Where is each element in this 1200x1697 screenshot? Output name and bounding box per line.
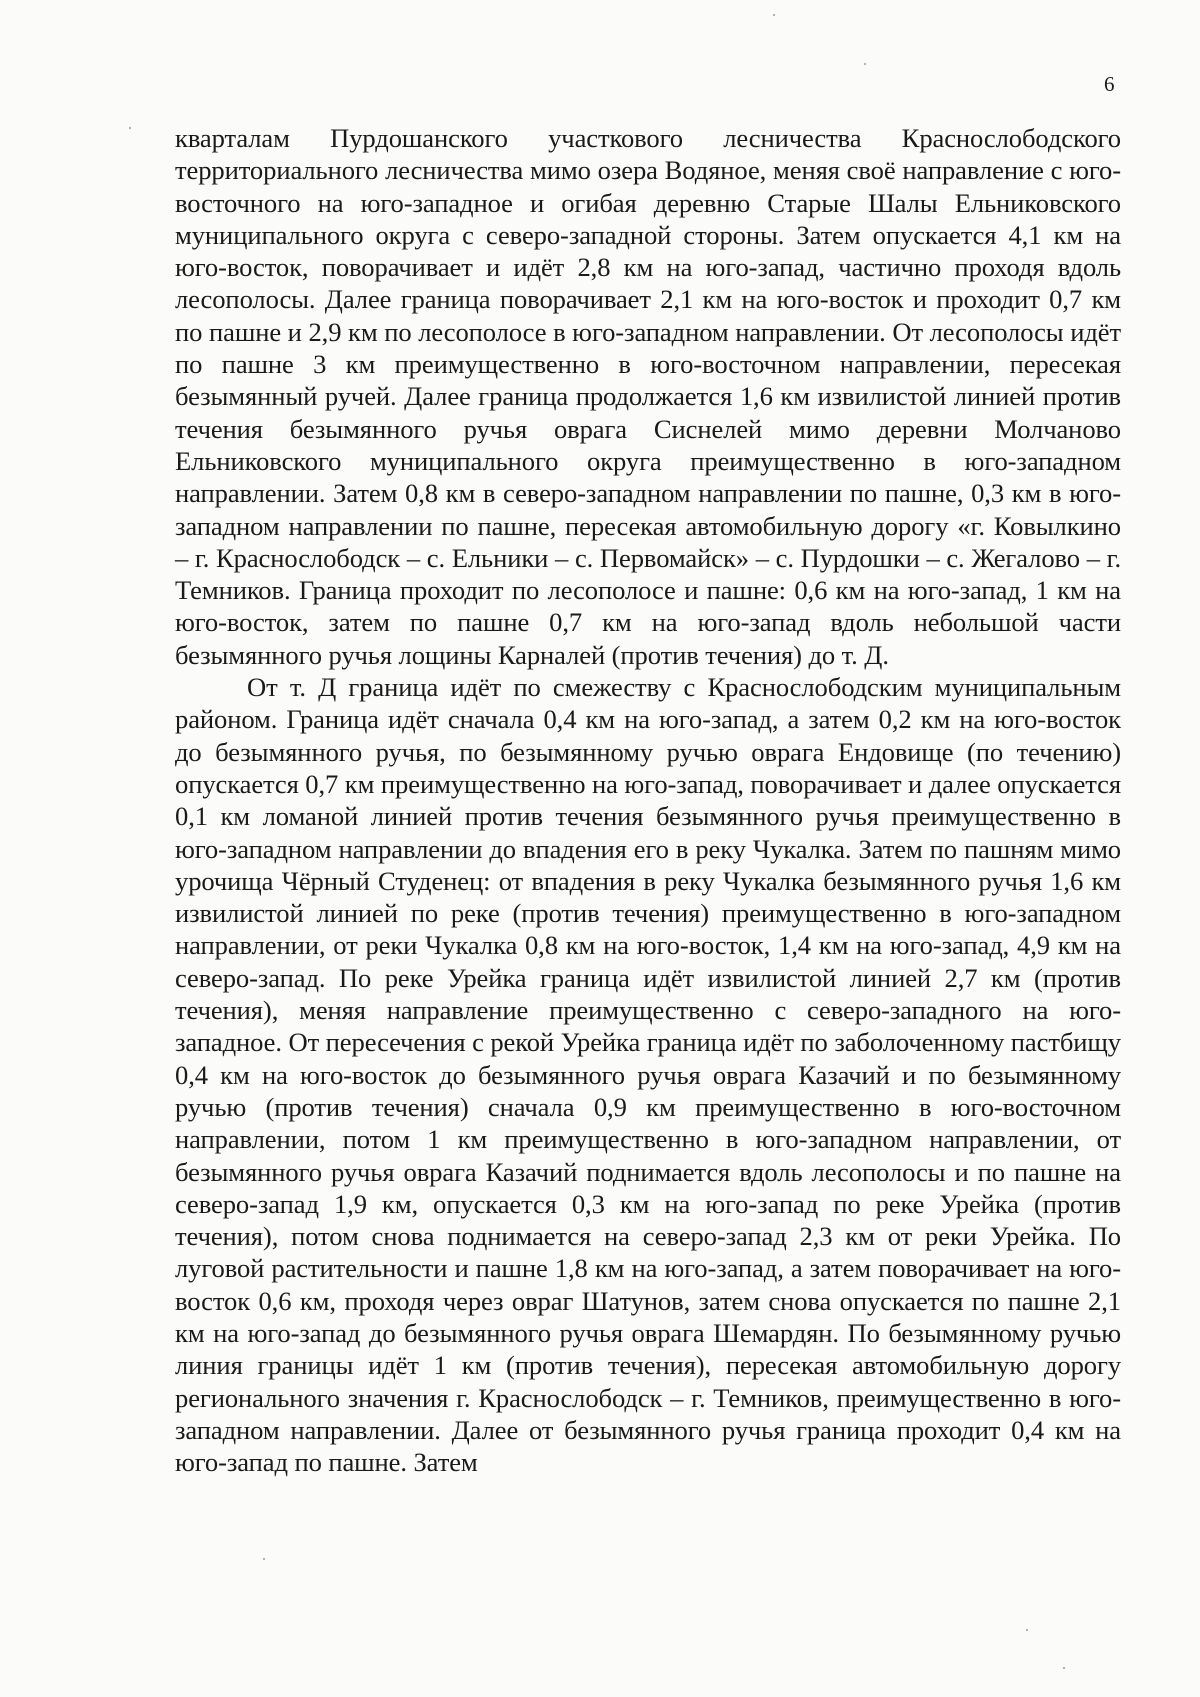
scan-speck [263, 1558, 265, 1560]
body-text [175, 122, 1121, 1478]
paragraph-boundary-description: От т. Д граница идёт по смежеству с Краснослободским муниципальным районом. Граница идёт сначала 0,4 км на юго-запад, а затем 0,2 км на юго-восток до безымянного ручья, по безымянному ручью оврага Ендовище (по течению) опускается 0,7 км преимущественно на юго-запад, поворачивает и далее опускается 0,1 км ломаной линией против течения безымянного ручья преимущественно в юго-западном направлении до впадения его в реку Чукалка. Затем по пашням мимо урочища Чёрный Студенец: от впадения в реку Чукалка безымянного ручья 1,6 км извилистой линией по реке (против течения) преимущественно в юго-западном направлении, от реки Чукалка 0,8 км на юго-восток, 1,4 км на юго-запад, 4,9 км на северо-запад. По реке Урейка граница идёт извилистой линией 2,7 км (против течения), меняя направление преимущественно с северо-западного на юго-западное. От пересечения с рекой Урейка граница идёт по заболоченному пастбищу 0,4 км на юго-восток до безымянного ручья оврага Казачий и по безымянному ручью (против течения) сначала 0,9 км преимущественно в юго-восточном направлении, потом 1 км преимущественно в юго-западном направлении, от безымянного ручья оврага Казачий поднимается вдоль лесополосы и по пашне на северо-запад 1,9 км, опускается 0,3 км на юго-запад по реке Урейка (против течения), потом снова поднимается на северо-запад 2,3 км от реки Урейка. По луговой растительности и пашне 1,8 км на юго-запад, а затем поворачивает на юго-восток 0,6 км, проходя через овраг Шатунов, затем снова опускается по пашне 2,1 км на юго-запад до безымянного ручья оврага Шемардян. По безымянному ручью линия границы идёт 1 км (против течения), пересекая автомобильную дорогу регионального значения г. Краснослободск – г. Темников, преимущественно в юго-западном направлении. Далее от безымянного ручья граница проходит 0,4 км на юго-запад по пашне. Затем [175, 672, 1121, 1478]
paragraph-continued: кварталам Пурдошанского участкового лесничества Краснослободского территориального лесничества мимо озера Водяное, меняя своё направление с юго-восточного на юго-западное и огибая деревню Старые Шалы Ельниковского муниципального округа с северо-западной стороны. Затем опускается 4,1 км на юго-восток, поворачивает и идёт 2,8 км на юго-запад, частично проходя вдоль лесополосы. Далее граница поворачивает 2,1 км на юго-восток и проходит 0,7 км по пашне и 2,9 км по лесополосе в юго-западном направлении. От лесополосы идёт по пашне 3 км преимущественно в юго-восточном направлении, пересекая безымянный ручей. Далее граница продолжается 1,6 км извилистой линией против течения безымянного ручья оврага Сиснелей мимо деревни Молчаново Ельниковского муниципального округа преимущественно в юго-западном направлении. Затем 0,8 км в северо-западном направлении по пашне, 0,3 км в юго-западном направлении по пашне, пересекая автомобильную дорогу «г. Ковылкино – г. Краснослободск – с. Ельники – с. Первомайск» – с. Пурдошки – с. Жегалово – г. Темников. Граница проходит по лесополосе и пашне: 0,6 км на юго-запад, 1 км на юго-восток, затем по пашне 0,7 км на юго-запад вдоль небольшой части безымянного ручья лощины Карналей (против течения) до т. Д. [175, 123, 1121, 670]
scan-speck [1026, 1629, 1028, 1631]
scan-speck [129, 127, 131, 129]
page-number: 6 [1104, 72, 1115, 96]
scan-speck [773, 14, 775, 16]
scan-speck [864, 63, 866, 65]
scan-speck [1063, 1667, 1065, 1669]
